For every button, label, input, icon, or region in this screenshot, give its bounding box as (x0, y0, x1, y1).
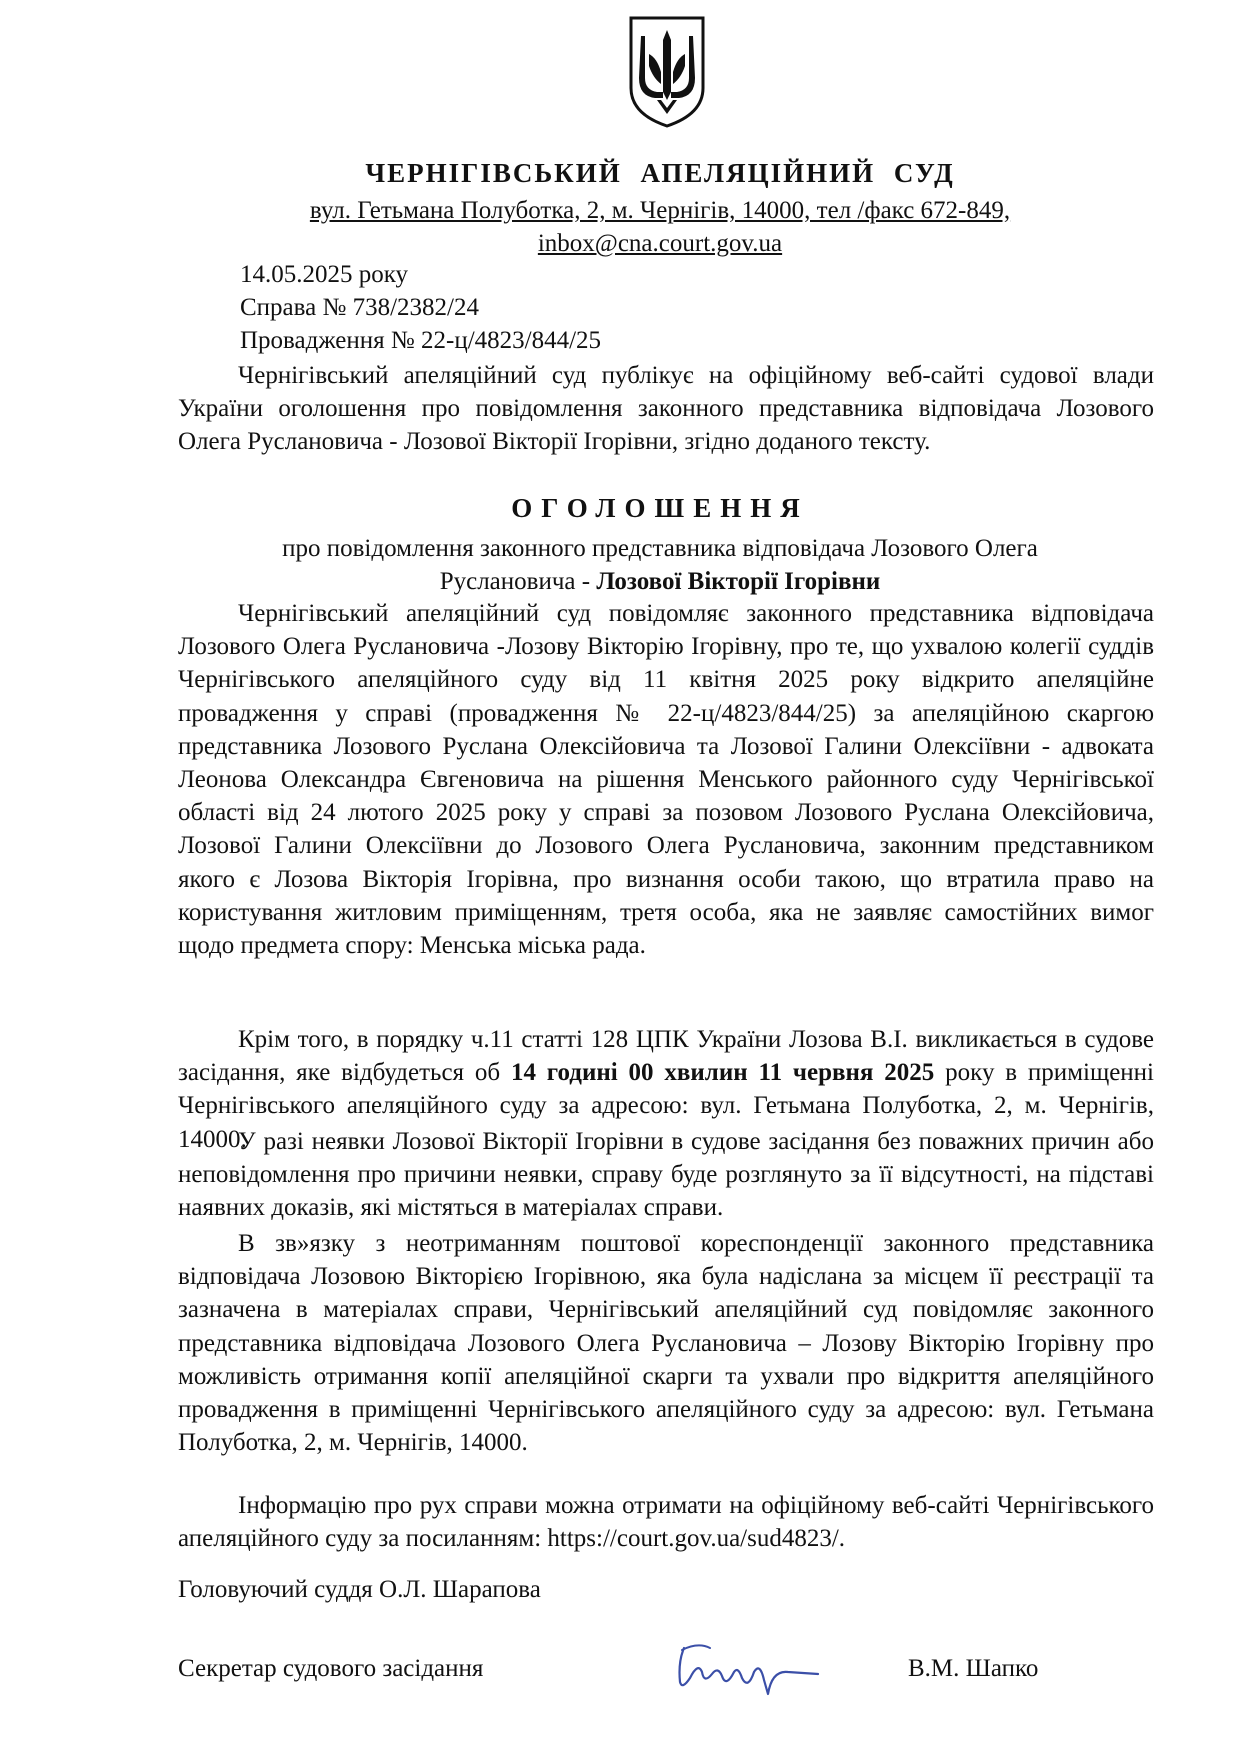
body-paragraph-4: В зв»язку з неотриманням поштової кореспонденції законного представника відповідача Лозовою Вікторією Ігорівною, яка була надіслана за місцем її реєстрації та зазначена в матеріалах справи, Чернігівський апеляційний суд повідомляє законного представника відповідача Лозового Олега Руслановича – Лозову Вікторію Ігорівну про можливість отримання копії апеляційної скарги та ухвали про відкриття апеляційного провадження в приміщенні Чернігівського апеляційного суду за адресою: вул. Гетьмана Полуботка, 2, м. Чернігів, 14000. (178, 1230, 1154, 1457)
presiding-judge: Головуючий суддя О.Л. Шарапова (178, 1576, 541, 1603)
p2-text-start: Крім того, в порядку ч.11 статті 128 ЦПК України Лозова В.І. викликається в судове засідання, яке відбудеться об (178, 1026, 1154, 1087)
subheading-name: Лозової Вікторії Ігорівни (596, 568, 881, 595)
court-address: вул. Гетьмана Полуботка, 2, м. Чернігів, 14000, тел /факс 672-849, (309, 197, 1011, 224)
body-paragraph-1: Чернігівський апеляційний суд повідомляє законного представника відповідача Лозового Олега Руслановича -Лозову Вікторію Ігорівну, про те, що ухвалою колегії суддів Чернігівського апеляційного суду від 11 квітня 2025 року відкрито апеляційне провадження у справі (провадження № 22-ц/4823/844/25) за апеляційною скаргою представника Лозового Руслана Олексійовича та Лозової Галини Олексіївни - адвоката Леонова Олександра Євгеновича на рішення Менського районного суду Чернігівської області від 24 лютого 2025 року у справі за позовом Лозового Руслана Олексійовича, Лозової Галини Олексіївни до Лозового Олега Руслановича, законним представником якого є Лозова Вікторія Ігорівна, про визнання особи такою, що втратила право на користування житловим приміщенням, третя особа, яка не заявляє самостійних вимог щодо предмета спору: Менська міська рада. (178, 600, 1154, 960)
subheading-line1: про повідомлення законного представника відповідача Лозового Олега (282, 535, 1038, 562)
announcement-heading: ОГОЛОШЕННЯ (511, 493, 809, 523)
trident-coat-of-arms-icon (627, 14, 707, 130)
body-paragraph-3: У разі неявки Лозової Вікторії Ігорівни в судове засідання без поважних причин або неповідомлення про причини неявки, справу буде розглянуто за її відсутності, на підставі наявних доказів, які містяться в матеріалах справи. (178, 1128, 1154, 1222)
hearing-datetime: 14 годині 00 хвилин 11 червня 2025 (510, 1059, 935, 1087)
secretary-name: В.М. Шапко (908, 1655, 1039, 1682)
handwritten-signature (668, 1632, 828, 1704)
document-date: 14.05.2025 року (240, 261, 409, 288)
intro-paragraph: Чернігівський апеляційний суд публікує на офіційному веб-сайті судової влади України оголошення про повідомлення законного представника відповідача Лозового Олега Руслановича - Лозової Вікторії Ігорівни, згідно доданого тексту. (178, 362, 1154, 456)
announcement-subheading (160, 532, 1160, 598)
p2-text-end: року в приміщенні Чернігівського апеляційного суду за адресою: вул. Гетьмана Полуботка, 2, м. Чернігів, 14000. (178, 1059, 1155, 1153)
subheading-line2: Руслановича - (439, 568, 597, 595)
case-number: Справа № 738/2382/24 (240, 294, 479, 321)
court-name: ЧЕРНІГІВСЬКИЙ АПЕЛЯЦІЙНИЙ СУД (365, 158, 955, 188)
proceeding-number: Провадження № 22-ц/4823/844/25 (240, 327, 602, 354)
court-email: inbox@cna.court.gov.ua (537, 230, 783, 257)
secretary-title: Секретар судового засідання (178, 1655, 484, 1682)
body-paragraph-5: Інформацію про рух справи можна отримати на офіційному веб-сайті Чернігівського апеляційного суду за посиланням: https://court.gov.ua/sud4823/. (178, 1492, 1154, 1553)
